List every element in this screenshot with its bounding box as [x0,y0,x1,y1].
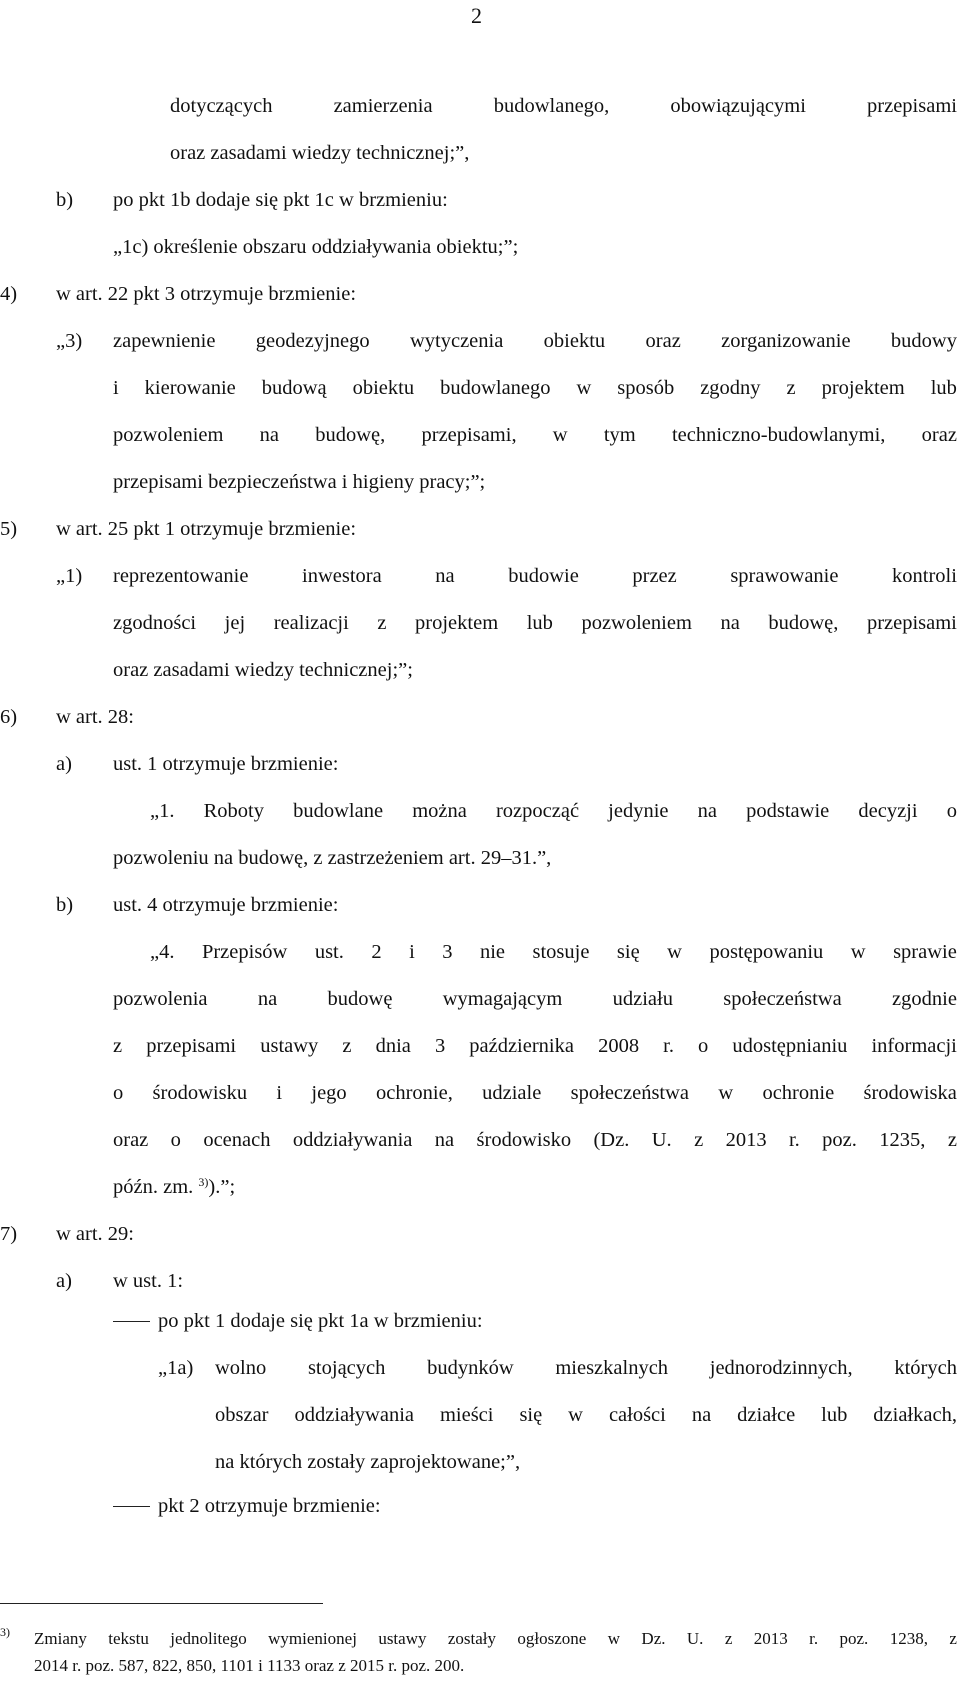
word: wymagającym [442,988,563,1010]
word: których [894,1357,957,1379]
word: 3 [434,1035,446,1057]
word: w [718,1082,734,1104]
word: budowlanego [440,377,551,399]
list-marker: „1) [56,565,83,587]
word: stojących [307,1357,386,1379]
word: wymienionej [268,1629,357,1648]
word: pozwoleniem [581,612,692,634]
word: działkach, [873,1404,957,1426]
word: lub [526,612,553,634]
word: kierowanie [144,377,236,399]
footnote-separator [0,1603,323,1604]
word: poz. [822,1129,857,1151]
word: na [435,565,455,587]
word: można [412,800,467,822]
word: w [568,1404,583,1426]
list-marker: b) [56,189,74,211]
text-line: w art. 22 pkt 3 otrzymuje brzmienie: [56,283,357,305]
word: tekstu [108,1629,149,1648]
word: 2013 [753,1629,788,1648]
text-line: oraz zasadami wiedzy technicznej;”, [170,142,470,164]
word: ogłoszone [517,1629,587,1648]
word: geodezyjnego [255,330,370,352]
word: z [947,1129,957,1151]
footnote-marker: 3) [0,1625,10,1639]
word: dotyczących [170,95,273,117]
word: wolno [215,1357,267,1379]
word: reprezentowanie [113,565,249,587]
word: poz. [839,1629,869,1648]
word: przepisami [867,95,957,117]
word: „1. [150,800,175,822]
word: projektem [415,612,499,634]
text-line [113,1130,957,1151]
list-marker: a) [56,1270,72,1292]
word: tym [603,424,636,446]
word: realizacji [273,612,349,634]
word: ustawy [260,1035,319,1057]
word: społeczeństwa [723,988,842,1010]
word: w [850,941,866,963]
word: udziału [612,988,673,1010]
word: ochronie, [375,1082,453,1104]
word: ocenach [203,1129,271,1151]
word: wytyczenia [409,330,504,352]
text-line: pkt 2 otrzymuje brzmienie: [158,1495,381,1517]
word: budynków [427,1357,514,1379]
word: zamierzenia [333,95,433,117]
word: z [113,1035,123,1057]
word: całości [608,1404,666,1426]
word: budowę [327,988,393,1010]
word: techniczno-budowlanymi, [671,424,886,446]
text-line [113,425,957,446]
word: przez [632,565,677,587]
word: w [576,377,592,399]
word: ust. [314,941,344,963]
word: informacji [871,1035,957,1057]
word: ustawy [378,1629,427,1648]
word: z [342,1035,352,1057]
list-marker: 4) [0,283,18,305]
word: sprawie [893,941,957,963]
word: Zmiany [34,1629,87,1648]
text-line: po pkt 1b dodaje się pkt 1c w brzmieniu: [113,189,448,211]
word: zgodny [700,377,761,399]
word: o [698,1035,709,1057]
word: na [720,612,740,634]
text-line: po pkt 1 dodaje się pkt 1a w brzmieniu: [158,1310,483,1332]
word: sposób [617,377,675,399]
word: budowlane [293,800,384,822]
text-line [215,1405,957,1426]
word: społeczeństwa [570,1082,690,1104]
word: środowisku [152,1082,248,1104]
text-line: w ust. 1: [113,1270,184,1292]
text-line [113,1083,957,1104]
word: Roboty [203,800,264,822]
text-fragment: późn. zm. [113,1176,194,1198]
word: lub [930,377,957,399]
word: na [434,1129,455,1151]
word: projektem [821,377,905,399]
word: środowisko [476,1129,572,1151]
word: 3 [442,941,453,963]
word: decyzji [858,800,918,822]
word: zorganizowanie [721,330,851,352]
list-marker: 5) [0,518,18,540]
word: r. [663,1035,674,1057]
list-marker: 6) [0,706,18,728]
word: zgodnie [892,988,957,1010]
text-line: pozwoleniu na budowę, z zastrzeżeniem art. 29–31.”, [113,847,552,869]
word: udostępnianiu [732,1035,848,1057]
word: mieści [439,1404,494,1426]
word: jej [224,612,246,634]
word: o [946,800,957,822]
word: budowę, [315,424,386,446]
word: 2008 [598,1035,640,1057]
word: jednorodzinnych, [709,1357,853,1379]
word: „4. [150,941,175,963]
word: z [786,377,796,399]
word: lub [821,1404,848,1426]
word: Przepisów [201,941,288,963]
word: jego [311,1082,347,1104]
word: 1235, [879,1129,926,1151]
word: (Dz. [593,1129,630,1151]
word: mieszkalnych [555,1357,669,1379]
word: jednolitego [170,1629,247,1648]
word: przepisami [146,1035,237,1057]
footnote-reference: 3) [198,1175,209,1189]
word: udziale [482,1082,542,1104]
word: obowiązującymi [670,95,806,117]
word: i [276,1082,283,1104]
word: obiektu [543,330,606,352]
word: oddziaływania [292,1129,413,1151]
dash-marker [113,1321,150,1322]
list-marker: „1a) [158,1357,194,1379]
text-fragment: ).”; [208,1176,236,1198]
word: kontroli [892,565,957,587]
word: 2013 [725,1129,767,1151]
text-line [113,331,957,352]
word: na [691,1404,712,1426]
text-line [215,1358,957,1379]
footnote-line [34,1630,957,1647]
word: obszar [215,1404,269,1426]
text-line: ust. 4 otrzymuje brzmienie: [113,894,339,916]
text-line: w art. 29: [56,1223,134,1245]
word: r. [809,1629,819,1648]
dash-marker [113,1506,150,1507]
word: obiektu [352,377,415,399]
text-line: przepisami bezpieczeństwa i higieny pracy;”; [113,471,486,493]
word: zgodności [113,612,197,634]
text-line: w art. 25 pkt 1 otrzymuje brzmienie: [56,518,357,540]
word: U. [651,1129,672,1151]
word: października [469,1035,574,1057]
word: z [949,1629,957,1648]
word: r. [788,1129,800,1151]
word: się [616,941,640,963]
word: przepisami, [421,424,517,446]
list-marker: b) [56,894,74,916]
text-line [113,613,957,634]
word: oddziaływania [294,1404,415,1426]
word: o [170,1129,181,1151]
word: budowlanego, [493,95,610,117]
word: i [113,377,119,399]
word: o [113,1082,124,1104]
word: 2 [371,941,382,963]
word: dnia [375,1035,411,1057]
word: stosuje [532,941,590,963]
word: oraz [921,424,957,446]
word: na [257,988,278,1010]
word: się [519,1404,543,1426]
text-line [113,1177,235,1198]
word: U. [686,1629,704,1648]
word: z [377,612,387,634]
word: działce [737,1404,796,1426]
word: nie [479,941,506,963]
word: zapewnienie [113,330,216,352]
text-line: „1c) określenie obszaru oddziaływania obiektu;”; [113,236,519,258]
text-line: oraz zasadami wiedzy technicznej;”; [113,659,413,681]
word: budowie [508,565,579,587]
word: budowy [890,330,957,352]
page-number: 2 [471,3,482,28]
word: podstawie [746,800,830,822]
word: przepisami [866,612,957,634]
text-line [113,989,957,1010]
word: sprawowanie [730,565,839,587]
text-line: w art. 28: [56,706,134,728]
word: w [667,941,682,963]
word: budową [261,377,327,399]
word: na [259,424,280,446]
word: zostały [447,1629,497,1648]
word: na [697,800,717,822]
word: rozpocząć [495,800,580,822]
text-line [113,378,957,399]
list-marker: a) [56,753,72,775]
word: oraz [645,330,681,352]
text-line: ust. 1 otrzymuje brzmienie: [113,753,339,775]
word: w [607,1629,621,1648]
word: z [724,1629,733,1648]
word: budowę, [768,612,839,634]
text-line [170,96,957,117]
text-line [113,1036,957,1057]
word: ochronie [762,1082,835,1104]
word: pozwoleniem [113,424,224,446]
word: w [552,424,568,446]
word: postępowaniu [709,941,824,963]
word: Dz. [641,1629,666,1648]
list-marker: „3) [56,330,83,352]
text-line: na których zostały zaprojektowane;”, [215,1451,521,1473]
word: środowiska [863,1082,957,1104]
text-line [150,801,957,822]
word: jedynie [608,800,669,822]
word: z [694,1129,704,1151]
list-marker: 7) [0,1223,18,1245]
word: inwestora [302,565,382,587]
word: pozwolenia [113,988,208,1010]
word: 1238, [889,1629,928,1648]
text-line [150,942,957,963]
footnote-line: 2014 r. poz. 587, 822, 850, 1101 i 1133 oraz z 2015 r. poz. 200. [34,1656,465,1675]
word: oraz [113,1129,149,1151]
word: i [409,941,415,963]
text-line [113,566,957,587]
